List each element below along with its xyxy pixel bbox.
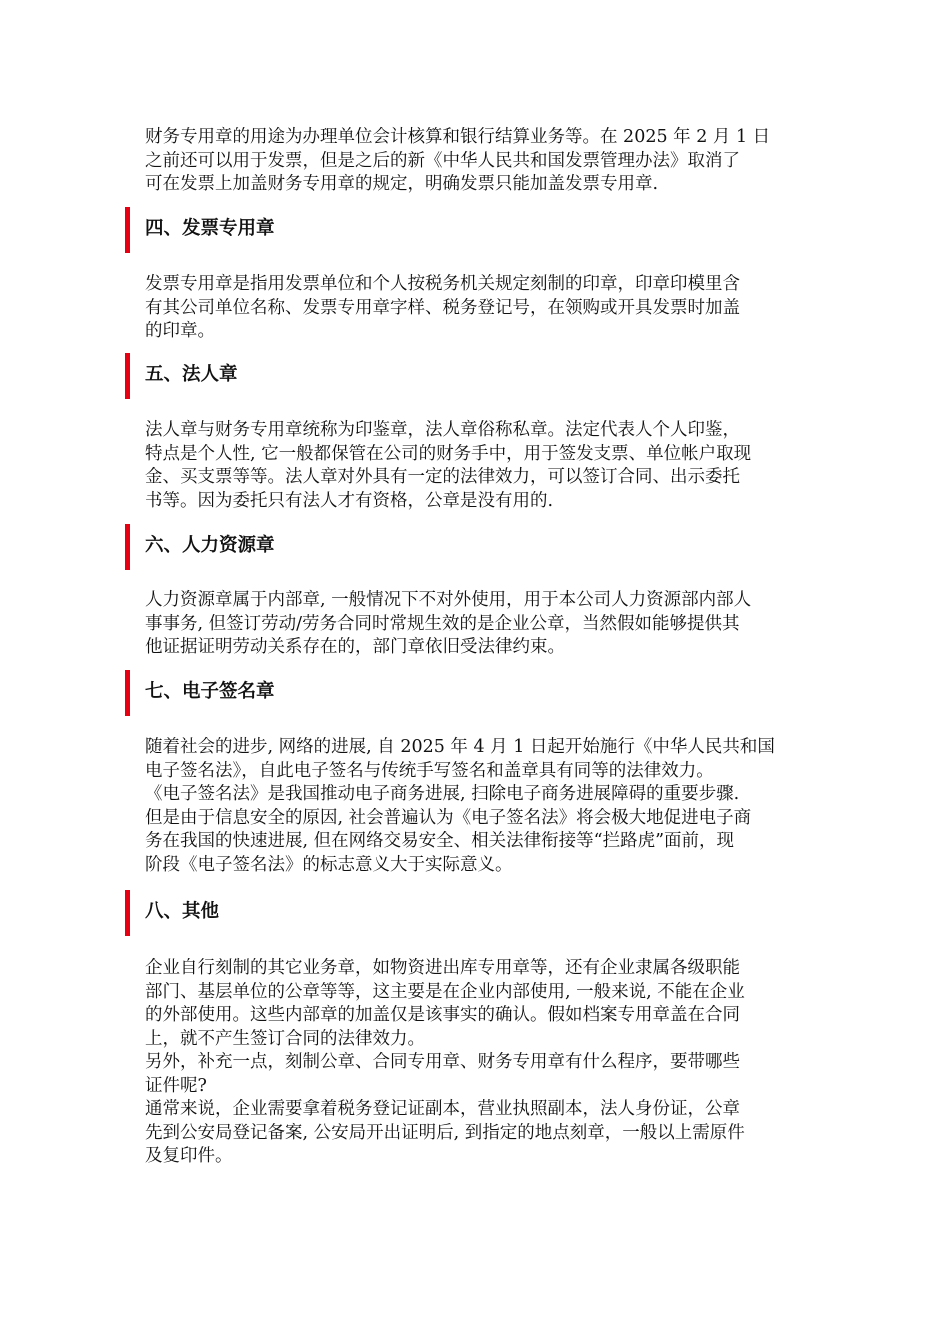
paragraph-line: 及复印件。 [145,1146,233,1166]
paragraph-line: 务在我国的快速进展, 但在网络交易安全、相关法律衔接等“拦路虎”面前，现 [145,831,735,851]
paragraph-line: 阶段《电子签名法》的标志意义大于实际意义。 [145,854,513,875]
section-paragraph-others [145,957,805,1169]
paragraph-line: 部门、基层单位的公章等等，这主要是在企业内部使用, 一般来说, 不能在企业 [145,981,745,1002]
paragraph-line: 书等。因为委托只有法人才有资格，公章是没有用的. [145,490,554,511]
paragraph-line: 特点是个人性, 它一般都保管在公司的财务手中，用于签发支票、单位帐户取现 [145,443,752,464]
paragraph-line: 但是由于信息安全的原因, 社会普遍认为《电子签名法》将会极大地促进电子商 [145,807,752,828]
section-heading-text: 七、电子签名章 [145,681,275,702]
intro-paragraph [145,126,805,197]
section-heading-text: 五、法人章 [145,364,238,385]
paragraph-line: 事事务, 但签订劳动/劳务合同时常规生效的是企业公章，当然假如能够提供其 [145,613,740,634]
paragraph-line: 有其公司单位名称、发票专用章字样、税务登记号，在领购或开具发票时加盖 [145,297,740,318]
section-heading-text: 八、其他 [145,901,220,922]
heading-accent-bar [125,353,130,399]
paragraph-line: 发票专用章是指用发票单位和个人按税务机关规定刻制的印章，印章印模里含 [145,274,740,294]
section-paragraph-e-signature-seal [145,736,805,877]
section-paragraph-invoice-seal [145,273,805,344]
section-heading-invoice-seal [125,207,525,253]
paragraph-line: 企业自行刻制的其它业务章，如物资进出库专用章等，还有企业隶属各级职能 [145,958,740,978]
paragraph-line: 电子签名法》，自此电子签名与传统手写签名和盖章具有同等的法律效力。 [145,760,714,781]
paragraph-line: 他证据证明劳动关系存在的，部门章依旧受法律约束。 [145,637,565,657]
paragraph-line: 证件呢? [145,1075,207,1096]
section-heading-text: 六、人力资源章 [145,535,275,556]
section-paragraph-hr-seal [145,589,805,660]
paragraph-line: 的外部使用。这些内部章的加盖仅是该事实的确认。假如档案专用章盖在合同 [145,1005,740,1025]
section-heading-legal-person-seal [125,353,525,399]
paragraph-line: 法人章与财务专用章统称为印鉴章，法人章俗称私章。法定代表人个人印鉴， [145,420,740,440]
paragraph-line: 的印章。 [145,321,215,341]
paragraph-line: 先到公安局登记备案, 公安局开出证明后, 到指定的地点刻章，一般以上需原件 [145,1122,745,1143]
section-heading-e-signature-seal [125,670,525,716]
paragraph-line: 上，就不产生签订合同的法律效力。 [145,1028,425,1049]
section-heading-text: 四、发票专用章 [145,218,275,239]
heading-accent-bar [125,670,130,716]
section-heading-hr-seal [125,524,525,570]
heading-accent-bar [125,524,130,570]
paragraph-line: 可在发票上加盖财务专用章的规定，明确发票只能加盖发票专用章. [145,174,659,194]
paragraph-line: 财务专用章的用途为办理单位会计核算和银行结算业务等。在 2025 年 2 月 1 日 [145,127,771,147]
paragraph-line: 《电子签名法》是我国推动电子商务进展, 扫除电子商务进展障碍的重要步骤. [145,784,740,804]
heading-accent-bar [125,207,130,253]
paragraph-line: 另外，补充一点，刻制公章、合同专用章、财务专用章有什么程序，要带哪些 [145,1052,740,1072]
section-heading-others [125,890,525,936]
paragraph-line: 金、买支票等等。法人章对外具有一定的法律效力，可以签订合同、出示委托 [145,467,740,487]
paragraph-line: 随着社会的进步, 网络的进展, 自 2025 年 4 月 1 日起开始施行《中华人民共和国 [145,737,775,757]
paragraph-line: 通常来说，企业需要拿着税务登记证副本，营业执照副本，法人身份证，公章 [145,1099,740,1119]
paragraph-line: 人力资源章属于内部章, 一般情况下不对外使用，用于本公司人力资源部内部人 [145,590,752,610]
section-paragraph-legal-person-seal [145,419,805,513]
paragraph-line: 之前还可以用于发票，但是之后的新《中华人民共和国发票管理办法》取消了 [145,150,740,171]
heading-accent-bar [125,890,130,936]
